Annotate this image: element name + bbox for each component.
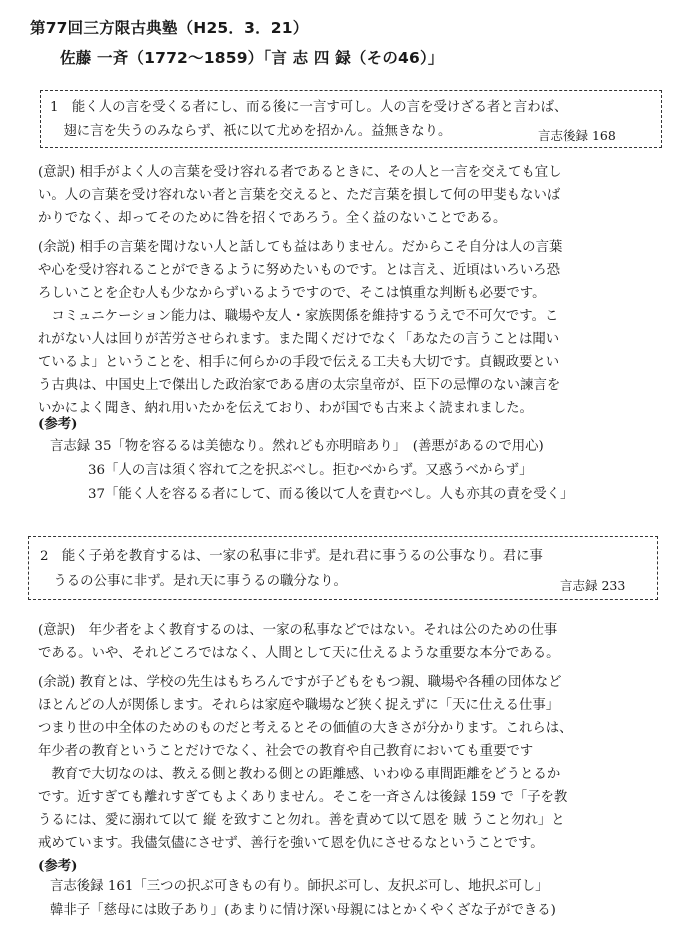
quote-2-line-1: 2 能く子弟を教育するは、一家の私事に非ず。是れ君に事うるの公事なり。君に事	[40, 549, 543, 564]
reference-2-item-2: 韓非子「慈母には敗子あり」(あまりに情け深い母親にはとかくやくざな子ができる)	[50, 903, 556, 918]
commentary-1-line-8: いかによく聞き、納れ用いたかを伝えており、わが国でも古来よく読まれました。	[38, 401, 533, 416]
quote-2-source: 言志録 233	[560, 578, 626, 593]
quote-1-line-2: 翅に言を失うのみならず、祇に以て尤めを招かん。益無きなり。	[50, 124, 452, 139]
quote-1-line-1: 1 能く人の言を受くる者にし、而る後に一言す可し。人の言を受けざる者と言わば、	[50, 100, 568, 115]
translation-1-line-2: い。人の言葉を受け容れない者と言葉を交えると、ただ言葉を損して何の甲斐もないば	[38, 188, 561, 203]
translation-1-line-1: (意訳) 相手がよく人の言葉を受け容れる者であるときに、その人と一言を交えても宜し	[38, 165, 562, 180]
translation-2-line-2: である。いや、それどころではなく、人間として天に仕えるような重要な本分である。	[38, 646, 560, 661]
commentary-2-line-1: (余説) 教育とは、学校の先生はもちろんですが子どもをもつ親、職場や各種の団体など	[38, 675, 562, 690]
reference-2-heading: (参考)	[38, 858, 78, 874]
commentary-2-line-4: 年少者の教育ということだけでなく、社会での教育や自己教育においても重要です	[38, 744, 534, 759]
commentary-2-line-6: です。近すぎても離れすぎてもよくありません。そこを一斉さんは後録 159 で「子を教	[38, 790, 568, 805]
reference-2-item-1: 言志後録 161「三つの択ぶ可きもの有り。師択ぶ可し、友択ぶ可し、地択ぶ可し」	[50, 879, 549, 894]
commentary-1-line-5: れがない人は回りが苦労させられます。また聞くだけでなく「あなたの言うことは聞い	[38, 332, 560, 347]
commentary-2-line-5: 教育で大切なのは、教える側と教わる側との距離感、いわゆる車間距離をどうとるか	[38, 767, 561, 782]
commentary-2-line-7: うるには、愛に溺れて以て 縦 を致すこと勿れ。善を責めて以て恩を 賊 うこと勿れ」と	[38, 813, 565, 828]
lecture-title: 佐藤 一斉（1772～1859）「言 志 四 録（その46）」	[60, 49, 444, 67]
commentary-2-line-2: ほとんどの人が関係します。それらは家庭や職場など狭く捉えずに「天に仕える仕事」	[38, 698, 560, 713]
reference-1-item-3: 37「能く人を容るる者にして、而る後以て人を責むべし。人も亦其の責を受く」	[88, 487, 574, 502]
reference-1-heading: (参考)	[38, 416, 78, 432]
commentary-1-line-2: や心を受け容れることができるように努めたいものです。とは言え、近頃はいろいろ恐	[38, 263, 560, 278]
reference-1-item-2: 36「人の言は須く容れて之を択ぶべし。拒むべからず。又惑うべからず」	[88, 463, 533, 478]
commentary-1-line-6: ているよ」ということを、相手に何らかの手段で伝える工夫も大切です。貞観政要とい	[38, 355, 560, 370]
translation-2-line-1: (意訳) 年少者をよく教育するのは、一家の私事などではない。それは公のための仕事	[38, 623, 558, 638]
commentary-1-line-7: う古典は、中国史上で傑出した政治家である唐の太宗皇帝が、臣下の忌憚のない諫言を	[38, 378, 561, 393]
commentary-1-line-3: ろしいことを企む人も少なからずいるようですので、そこは慎重な判断も必要です。	[38, 286, 546, 301]
commentary-1-line-1: (余説) 相手の言葉を聞けない人と話しても益はありません。だからこそ自分は人の言葉	[38, 240, 563, 255]
commentary-2-line-3: つまり世の中全体のためのものだと考えるとその価値の大きさが分かります。これらは、	[38, 721, 573, 736]
session-title: 第77回三方限古典塾（H25．3．21）	[30, 19, 309, 37]
quote-2-line-2: うるの公事に非ず。是れ天に事うるの職分なり。	[40, 574, 347, 589]
reference-1-item-1: 言志録 35「物を容るるは美徳なり。然れども亦明暗あり」 (善悪があるので用心)	[50, 439, 544, 454]
quote-1-source: 言志後録 168	[538, 128, 616, 143]
translation-1-line-3: かりでなく、却ってそのために咎を招くであろう。全く益のないことである。	[38, 211, 507, 226]
commentary-1-line-4: コミュニケーション能力は、職場や友人・家族関係を維持するうえで不可欠です。こ	[38, 309, 559, 324]
commentary-2-line-8: 戒めています。我儘気儘にさせず、善行を強いて恩を仇にさせるなということです。	[38, 836, 544, 851]
